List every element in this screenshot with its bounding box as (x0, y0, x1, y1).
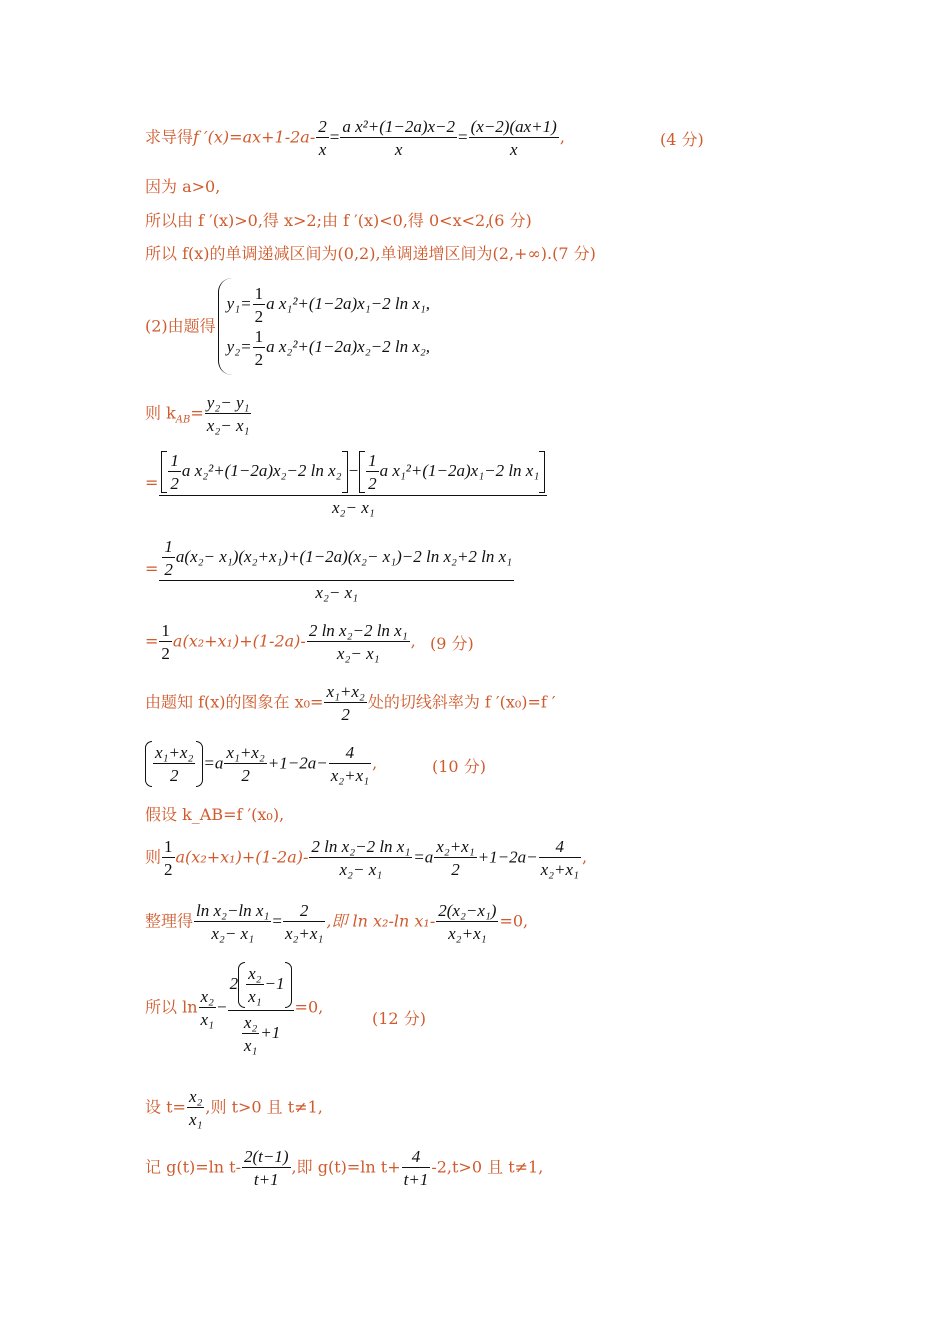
equation-line: 则 $\frac{1}{2}$ a(x₂+x₁)+(1-2a)- $\frac{\text{2 ln x₂−2 ln x₁}}{\text{x₂− x₁}}$ =a $\frac{\text{x₂+x₁}}{2}$ +1−2a− $\frac{4}{\text{x₂+x₁}}$ , (145, 837, 588, 879)
brace-system: y₁= $\frac{1}{2}$ a x₁²+(1−2a)x₁−2 ln x₁, y₂= $\frac{1}{2}$ a x₂²+(1−2a)x₂−2 ln x₂, (218, 278, 430, 375)
fraction: $\frac{2}{x}$ (318, 117, 327, 159)
fraction: $\frac{\text{a x²+(1−2a)x−2}}{x}$ (342, 117, 456, 159)
text-line: 所以 f(x)的单调递减区间为(0,2),单调递增区间为(2,+∞).(7 分) (145, 244, 596, 263)
text-line: 所以由 f ′(x)>0,得 x>2;由 f ′(x)<0,得 0<x<2, (145, 211, 491, 230)
text: 求导得 (145, 127, 194, 147)
score-label: (9 分) (430, 634, 474, 653)
fraction: $\frac{(x-2)(ax+1)}{x}$ (470, 117, 557, 159)
text-line: 因为 a>0, (145, 177, 221, 196)
score-label: (12 分) (372, 1009, 426, 1028)
score-label: (4 分) (660, 130, 704, 149)
substitution-line: 设 t= $\frac{\text{x₂}}{\text{x₁}}$ ,则 t>0 且 t≠1, (145, 1087, 323, 1129)
derivative-line: 求导得f ′(x)=ax+1-2a- $\frac{2}{x}$ = $\frac{\text{a x²+(1−2a)x−2}}{x}$ = $\frac{(x-2)(ax+1)}{x}$ , (145, 117, 565, 159)
text-line: 假设 k_AB=f ′(x₀), (145, 805, 285, 824)
slope-expand-line: = $\frac{1}{2}$ a x₂²+(1−2a)x₂−2 ln x₂ − $\frac{1}{2}$ a x₁²+(1−2a)x₁−2 ln x₁ x₂− x₁ (145, 451, 548, 516)
text: f ′(x)=ax+1-2a- (193, 127, 316, 147)
rearrange-line: 整理得 $\frac{\text{ln x₂−ln x₁}}{\text{x₂− x₁}}$ = $\frac{2}{\text{x₂+x₁}}$ ,即 ln x₂-ln x₁- $\frac{\text{2(x₂−x₁)}}{\text{x₂+x₁}}$ =0, (145, 901, 529, 943)
slope-simplify-line: = $\frac{1}{2}$ a(x₂− x₁)(x₂+x₁)+(1−2a)(x₂− x₁)−2 ln x₂+2 ln x₁ x₂− x₁ (145, 537, 513, 602)
tangent-value-line: $\frac{\text{x₁+x₂}}{2}$ =a $\frac{\text{x₁+x₂}}{2}$ +1−2a− $\frac{4}{\text{x₂+x₁}}$ , (145, 741, 377, 787)
score-label: (6 分) (488, 211, 532, 230)
slope-line: 则 $k_{AB}=$ $\frac{\text{y₂− y₁}}{\text{x₂− x₁}}$ (145, 393, 250, 435)
system-line: (2)由题得 y₁= $\frac{1}{2}$ a x₁²+(1−2a)x₁−2 ln x₁, y₂= $\frac{1}{2}$ a x₂²+(1−2a)x₂−2 ln x₂, (145, 278, 430, 375)
slope-result-line: = $\frac{1}{2}$ a(x₂+x₁)+(1-2a)- $\frac{\text{2 ln x₂−2 ln x₁}}{\text{x₂− x₁}}$ , (145, 621, 416, 663)
function-def-line: 记 g(t)=ln t- $\frac{2(t-1)}{t+1}$ ,即 g(t)=ln t+ $\frac{4}{t+1}$ -2,t>0 且 t≠1, (145, 1147, 544, 1189)
score-label: (10 分) (432, 757, 486, 776)
tangent-line: 由题知 f(x)的图象在 x₀= $\frac{\text{x₁+x₂}}{2}$ 处的切线斜率为 f ′(x₀)=f ′ (145, 682, 556, 724)
log-equation-line: 所以 ln $\frac{\text{x₂}}{\text{x₁}}$ − 2 $\frac{\text{x₂}}{\text{x₁}}$ −1 $\frac{\text{x₂}}{\text{x₁}}$ +1 =0, (145, 964, 324, 1055)
